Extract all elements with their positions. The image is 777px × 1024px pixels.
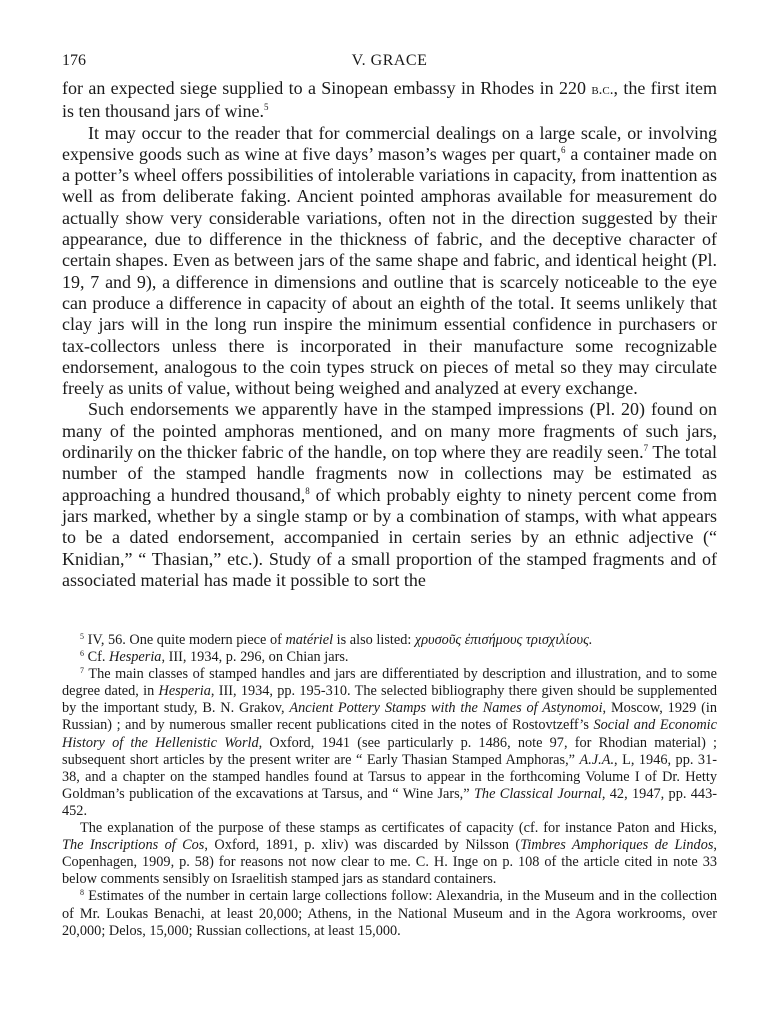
- text-run: , Moscow, 1929 (in Russian) ; and by numerous smaller recent publications cited in the notes of Rostovtzeff’s: [62, 700, 717, 734]
- journal-title: A.J.A.: [579, 751, 615, 768]
- journal-title: Hesperia: [109, 649, 162, 666]
- text-run: The total number of the stamped handle fragments now in collections may be estimated as approaching a hundred thousand,: [62, 442, 717, 505]
- paragraph-1: [62, 78, 717, 123]
- footnotes: [62, 632, 717, 940]
- book-title: The Inscriptions of Cos: [62, 837, 205, 854]
- journal-title: Hesperia: [158, 683, 211, 700]
- text-run: IV, 56. One quite modern piece of: [84, 632, 286, 648]
- era-abbrev: b.c.: [591, 82, 614, 98]
- text-run: The explanation of the purpose of these stamps as certificates of capacity (cf. for instance Paton and Hicks,: [80, 820, 717, 837]
- book-title: Timbres Amphoriques de Lindos: [520, 837, 714, 854]
- journal-title: The Classical Journal: [473, 785, 602, 802]
- text-run: Estimates of the number in certain large collections follow: Alexandria, in the Museum and in the collection of Mr. Loukas Benachi, at least 20,000; Athens, in the National Museum and in the Agora workrooms, over 20,000; Delos, 15,000; Russian collections, at least 15,000.: [62, 888, 717, 939]
- footnote-ref-8[interactable]: 8: [305, 485, 310, 496]
- footnote-ref-6[interactable]: 6: [560, 144, 566, 155]
- paragraph-3: [62, 399, 717, 591]
- footnote-7-continued: [62, 820, 717, 888]
- running-head-author: V. GRACE: [351, 52, 428, 69]
- text-run: a container made on a potter’s wheel offers possibilities of intolerable variations in capacity, from inattention as well as from deliberate faking. Ancient pointed amphoras available for measurement do actually show very considerable variations, often not in the direction suggested by their appearance, due to difference in the thickness of fabric, and the deceptive character of certain shapes. Even as between jars of the same shape and fabric, and identical height (Pl. 19, 7 and 9), a difference in dimensions and outline that is scarcely noticeable to the eye can produce a difference in capacity of about an eighth of the total. It seems unlikely that clay jars will in the long run inspire the minimum essential confidence in purchasers or tax-collectors unless there is incorporated in their manufacture some recognizable endorsement, analogous to the coin types struck on pieces of metal so they may circulate freely as units of value, without being weighed and analyzed at every exchange.: [62, 143, 717, 399]
- page-number: 176: [62, 52, 86, 69]
- italic-term: matériel: [285, 632, 334, 648]
- text-run: , III, 1934, p. 296, on Chian jars.: [161, 649, 349, 666]
- main-text: [62, 78, 717, 591]
- text-run: The main classes of stamped handles and jars are differentiated by description and illustration, and to some degree dated, in: [62, 666, 717, 700]
- footnote-number: 6: [80, 649, 84, 659]
- footnote-6: [62, 649, 717, 666]
- footnote-7: [62, 666, 717, 820]
- text-run: for an expected siege supplied to a Sinopean embassy in Rhodes in 220: [62, 78, 592, 98]
- text-run: Cf.: [84, 649, 110, 666]
- greek-quote: χρυσοῦς ἐπισήμους τρισχιλίους.: [414, 632, 593, 648]
- text-run: , Oxford, 1891, p. xliv) was discarded by Nilsson (: [204, 837, 521, 854]
- text-run: , Copenhagen, 1909, p. 58) for reasons not now clear to me. C. H. Inge on p. 108 of the article cited in note 33 below comments sensibly on Israelitish stamped jars as standard containers.: [62, 837, 717, 888]
- footnote-ref-5[interactable]: 5: [263, 102, 269, 113]
- text-run: Such endorsements we apparently have in the stamped impressions (Pl. 20) found on many of the pointed amphoras mentioned, and on many more fragments of such jars, ordinarily on the thicker fabric of the handle, on top where they are readily seen.: [62, 399, 717, 463]
- text-run: , 42, 1947, pp. 443-452.: [62, 785, 717, 819]
- running-header: [62, 52, 717, 72]
- footnote-ref-7[interactable]: 7: [643, 443, 649, 454]
- text-run: is also listed:: [333, 632, 415, 648]
- footnote-5: [62, 632, 717, 649]
- footnote-number: 8: [80, 888, 84, 898]
- text-run: , L, 1946, pp. 31-38, and a chapter on the stamped handles found at Tarsus to appear in the forthcoming Volume I of Dr. Hetty Goldman’s publication of the excavations at Tarsus, and “ Wine Jars,”: [62, 751, 717, 802]
- book-title: Social and Economic History of the Hellenistic World: [62, 717, 717, 751]
- book-title: Ancient Pottery Stamps with the Names of Astynomoi: [289, 700, 603, 717]
- text-run: , III, 1934, pp. 195-310. The selected bibliography there given should be supplemented by the important study, B. N. Grakov,: [62, 683, 717, 717]
- footnote-8: [62, 888, 717, 939]
- text-run: , Oxford, 1941 (see particularly p. 1486, note 97, for Rhodian material) ; subsequent short articles by the present writer are “ Early Thasian Stamped Amphoras,”: [62, 734, 718, 768]
- text-run: , the first item is ten thousand jars of wine.: [62, 78, 717, 122]
- text-run: of which probably eighty to ninety percent come from jars marked, whether by a single stamp or by a combination of stamps, with what appears to be a dated endorsement, accompanied in certain series by an ethnic adjective (“ Knidian,” “ Thasian,” etc.). Study of a small proportion of the stamped fragments and of associated material has made it possible to sort the: [62, 484, 717, 590]
- footnote-number: 7: [80, 666, 84, 676]
- footnote-number: 5: [80, 632, 84, 641]
- paragraph-2: [62, 123, 717, 400]
- text-run: It may occur to the reader that for commercial dealings on a large scale, or involving expensive goods such as wine at five days’ mason’s wages per quart,: [62, 122, 717, 164]
